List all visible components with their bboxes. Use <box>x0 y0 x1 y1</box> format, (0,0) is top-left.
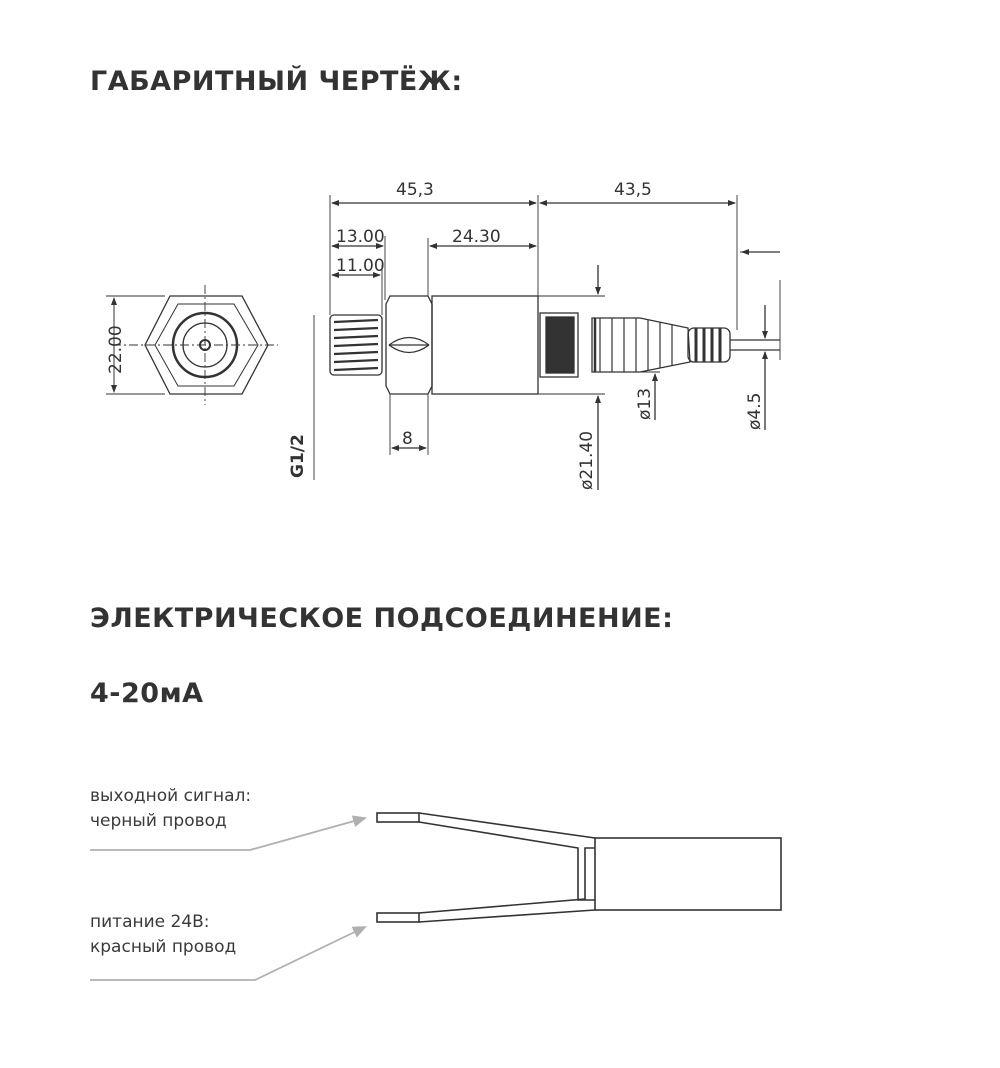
drawing-heading: ГАБАРИТНЫЙ ЧЕРТЁЖ: <box>90 66 463 97</box>
dim-overall-body: 45,3 <box>396 180 434 200</box>
wiring-diagram <box>377 813 781 922</box>
signal-type-heading: 4-20мА <box>90 678 204 709</box>
power-note-line2: красный провод <box>90 937 237 957</box>
sensor-body <box>432 296 538 394</box>
dim-cable-diameter: ø4.5 <box>745 392 765 430</box>
wire-power <box>377 848 595 922</box>
dim-body-diameter: ø21.40 <box>577 430 597 490</box>
power-note <box>90 910 236 960</box>
hex-nut-side <box>386 296 432 394</box>
output-note-line1: выходной сигнал: <box>90 786 252 806</box>
output-note-line2: черный провод <box>90 811 227 831</box>
dim-connector-diameter: ø13 <box>635 387 655 420</box>
threaded-fitting <box>330 315 382 375</box>
power-note-line1: питание 24В: <box>90 912 210 932</box>
electrical-heading: ЭЛЕКТРИЧЕСКОЕ ПОДСОЕДИНЕНИЕ: <box>90 603 674 634</box>
dim-hex-width: 8 <box>402 429 413 449</box>
dim-thread: G1/2 <box>288 434 308 478</box>
wire-output <box>377 813 595 900</box>
cable-jacket <box>595 838 781 910</box>
hex-end-view <box>112 285 278 405</box>
dim-thread-length-2: 11.00 <box>336 256 385 276</box>
output-signal-note <box>90 784 251 834</box>
dim-body-length: 24.30 <box>452 227 501 247</box>
dim-cable-length: 43,5 <box>614 180 652 200</box>
dim-hex-size: 22.00 <box>106 325 126 374</box>
cable-boot <box>592 318 780 372</box>
dim-thread-length-1: 13.00 <box>336 227 385 247</box>
connector-ring <box>540 313 578 377</box>
